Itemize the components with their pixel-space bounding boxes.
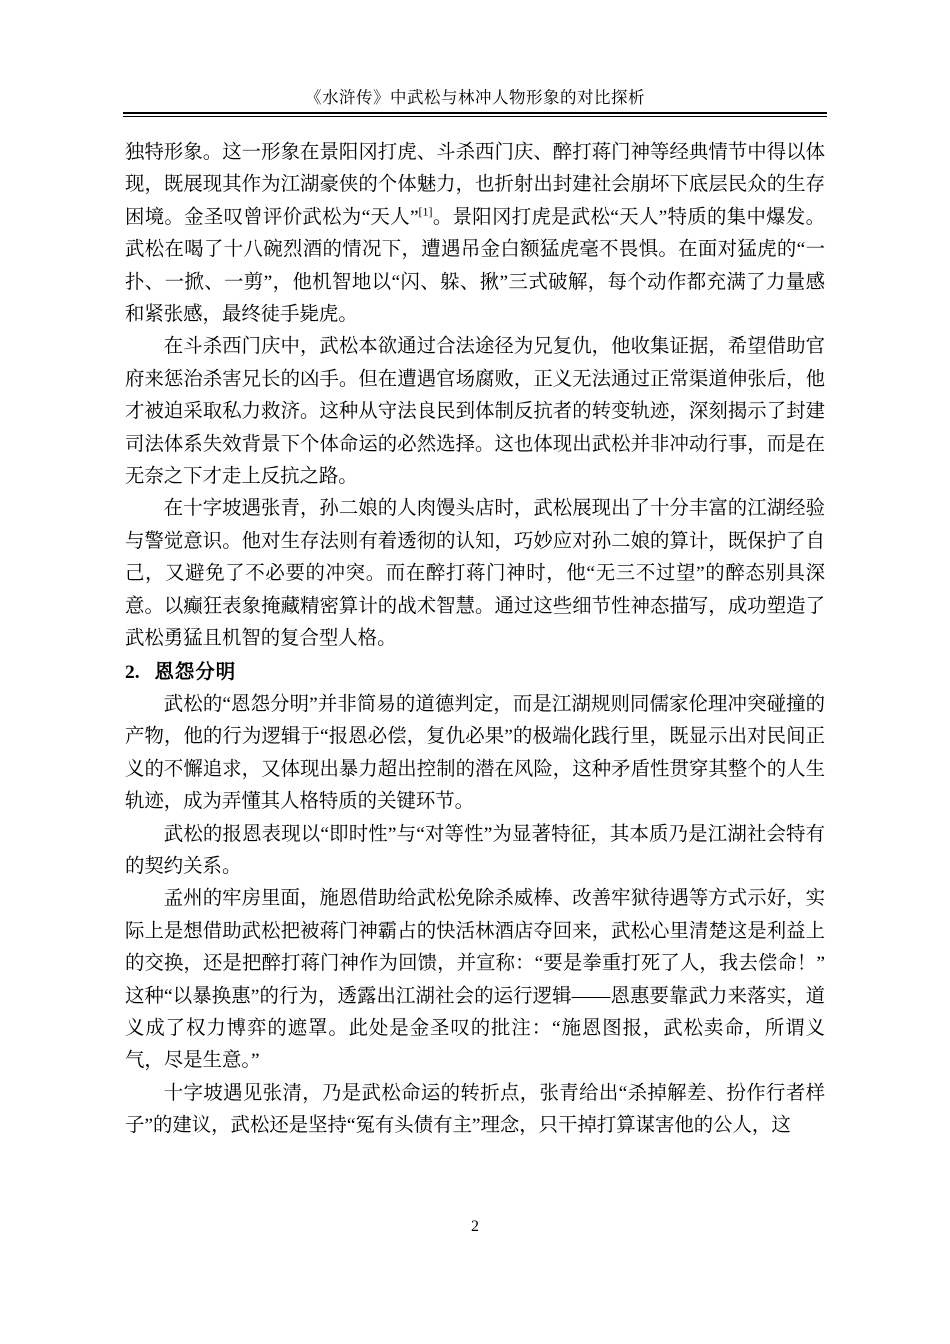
page-number: 2 [471,1218,479,1235]
section-number: 2. [125,661,140,683]
paragraph: 孟州的牢房里面，施恩借助给武松免除杀威棒、改善牢狱待遇等方式示好，实际上是想借助武松把被蒋门神霸占的快活林酒店夺回来，武松心里清楚这是利益上的交换，还是把醉打蒋门神作为回馈，并宣称：“要是拳重打死了人，我去偿命！”这种“以暴换惠”的行为，透露出江湖社会的运行逻辑——恩惠要靠武力来落实，道义成了权力博弈的遮罩。此处是金圣叹的批注：“施恩图报，武松卖命，所谓义气，尽是生意。” [125,888,825,1072]
section-heading [125,656,825,689]
paragraph [125,137,825,331]
paragraph: 武松的报恩表现以“即时性”与“对等性”为显著特征，其本质乃是江湖社会特有的契约关系。 [125,823,825,877]
section-title: 恩怨分明 [154,660,237,683]
document-body [125,117,825,1143]
paragraph: 武松的“恩怨分明”并非简易的道德判定，而是江湖规则同儒家伦理冲突碰撞的产物，他的行为逻辑于“报恩必偿，复仇必果”的极端化践行里，既显示出对民间正义的不懈追求，又体现出暴力超出控制的潜在风险，这种矛盾性贯穿其整个的人生轨迹，成为弄懂其人格特质的关键环节。 [125,693,825,813]
running-head-title: 《水浒传》中武松与林冲人物形象的对比探析 [305,88,645,107]
paragraph-text: 独特形象。这一形象在景阳冈打虎、斗杀西门庆、醉打蒋门神等经典情节中得以体现，既展现其作为江湖豪侠的个体魅力，也折射出封建社会崩坏下底层民众的生存困境。金圣叹曾评价武松为“天人” [125,142,825,228]
paragraph-text: 。景阳冈打虎是武松“天人”特质的集中爆发。武松在喝了十八碗烈酒的情况下，遭遇吊金白额猛虎毫不畏惧。在面对猛虎的“一扑、一掀、一剪”，他机智地以“闪、躲、揪”三式破解，每个动作都充满了力量感和紧张感，最终徒手毙虎。 [125,206,825,326]
paragraph: 十字坡遇见张清，乃是武松命运的转折点，张青给出“杀掉解差、扮作行者样子”的建议，武松还是坚持“冤有头债有主”理念，只干掉打算谋害他的公人，这 [125,1082,825,1137]
page-footer [0,1218,950,1236]
footnote-reference: [1] [418,204,433,219]
paragraph: 在十字坡遇张青，孙二娘的人肉馒头店时，武松展现出了十分丰富的江湖经验与警觉意识。他对生存法则有着透彻的认知，巧妙应对孙二娘的算计，既保护了自己，又避免了不必要的冲突。而在醉打蒋门神时，他“无三不过望”的醉态别具深意。以癫狂表象掩藏精密算计的战术智慧。通过这些细节性神态描写，成功塑造了武松勇猛且机智的复合型人格。 [125,498,825,650]
paragraph: 在斗杀西门庆中，武松本欲通过合法途径为兄复仇，他收集证据，希望借助官府来惩治杀害兄长的凶手。但在遭遇官场腐败，正义无法通过正常渠道伸张后，他才被迫采取私力救济。这种从守法良民到体制反抗者的转变轨迹，深刻揭示了封建司法体系失效背景下个体命运的必然选择。这也体现出武松并非冲动行事，而是在无奈之下才走上反抗之路。 [125,336,825,488]
page-header [123,0,827,117]
